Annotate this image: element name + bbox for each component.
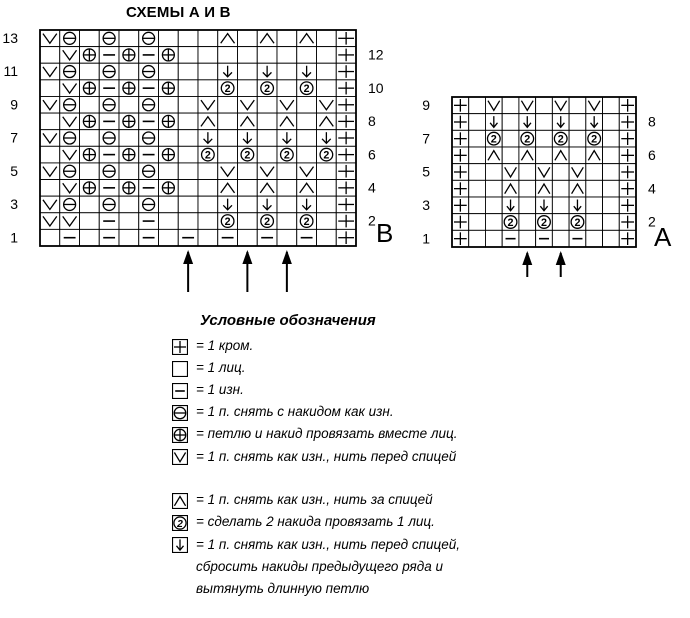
row-number-right: 8 xyxy=(648,113,656,130)
arrow-marker xyxy=(556,251,566,277)
legend-title: Условные обозначения xyxy=(200,312,376,329)
stitch-edge-stitch xyxy=(619,147,636,164)
stitch-knit-stitch xyxy=(552,214,569,231)
stitch-edge-stitch xyxy=(452,97,469,114)
svg-text:2: 2 xyxy=(540,216,548,229)
stitch-knit-stitch xyxy=(603,130,620,147)
stitch-knit-stitch xyxy=(536,147,553,164)
stitch-slip-yarn-front xyxy=(552,97,569,114)
stitch-knit-stitch xyxy=(485,164,502,181)
svg-text:2: 2 xyxy=(224,83,231,96)
stitch-knit-stitch xyxy=(485,197,502,214)
row-number-left: 5 xyxy=(422,163,430,180)
svg-text:2: 2 xyxy=(204,149,211,162)
legend-text: = 1 п. снять как изн., нить перед спицей xyxy=(196,449,457,464)
stitch-slip-yarn-back xyxy=(569,180,586,197)
stitch-knit-stitch xyxy=(603,230,620,247)
stitch-double-yarn-over xyxy=(519,130,536,147)
stitch-knit-stitch xyxy=(603,180,620,197)
stitch-slip-yarn-back xyxy=(552,147,569,164)
stitch-edge-stitch xyxy=(452,197,469,214)
stitch-knit-stitch xyxy=(469,197,486,214)
stitch-purl-stitch xyxy=(502,230,519,247)
stitch-drop-and-elongate xyxy=(502,197,519,214)
svg-text:2: 2 xyxy=(574,216,581,229)
stitch-double-yarn-over xyxy=(586,130,603,147)
stitch-edge-stitch xyxy=(619,97,636,114)
stitch-knit-stitch xyxy=(552,180,569,197)
stitch-slip-yarn-front xyxy=(519,97,536,114)
stitch-knit-stitch xyxy=(603,97,620,114)
stitch-edge-stitch xyxy=(452,130,469,147)
stitch-knit-stitch xyxy=(586,214,603,231)
row-number-right: 6 xyxy=(648,147,656,163)
row-number-left: 9 xyxy=(10,96,18,113)
legend-rows xyxy=(160,336,680,600)
stitch-knit-stitch xyxy=(586,180,603,197)
legend-text: = 1 п. снять как изн., нить за спицей xyxy=(196,492,433,507)
stitch-knit-stitch xyxy=(569,97,586,114)
legend-text: = 1 п. снять с накидом как изн. xyxy=(196,404,394,419)
stitch-double-yarn-over xyxy=(552,130,569,147)
legend-symbol-slip-yarn-front xyxy=(172,449,188,465)
chart-a-grid xyxy=(0,0,690,300)
row-number-right: 2 xyxy=(368,212,376,229)
stitch-edge-stitch xyxy=(619,214,636,231)
row-number-right: 2 xyxy=(648,213,656,230)
row-number-left: 9 xyxy=(422,97,430,113)
legend-text: = сделать 2 накида провязать 1 лиц. xyxy=(196,514,435,529)
stitch-edge-stitch xyxy=(452,164,469,181)
stitch-drop-and-elongate xyxy=(586,114,603,131)
row-number-right: 4 xyxy=(368,179,376,196)
stitch-slip-yarn-front xyxy=(502,164,519,181)
stitch-edge-stitch xyxy=(452,230,469,247)
legend-symbol-drop-and-elongate xyxy=(172,537,188,553)
stitch-knit-stitch xyxy=(603,214,620,231)
stitch-knit-stitch xyxy=(469,230,486,247)
row-number-left: 11 xyxy=(3,63,18,80)
legend-item xyxy=(160,490,680,512)
legend-symbol-double-yarn-over xyxy=(172,515,188,531)
charts-title: СХЕМЫ А И В xyxy=(126,4,231,21)
legend-text: = 1 лиц. xyxy=(196,360,246,375)
stitch-knit-stitch xyxy=(469,180,486,197)
row-number-right: 12 xyxy=(368,46,384,63)
svg-text:2: 2 xyxy=(283,149,290,162)
stitch-slip-yarn-back xyxy=(586,147,603,164)
stitch-slip-yarn-back xyxy=(502,180,519,197)
svg-text:2: 2 xyxy=(177,518,183,530)
svg-text:2: 2 xyxy=(524,133,531,146)
legend-text: = 1 п. снять как изн., нить перед спицей, сбросить накиды предыдущего ряда и вытянуть длинную петлю xyxy=(196,537,461,596)
stitch-drop-and-elongate xyxy=(552,114,569,131)
stitch-knit-stitch xyxy=(569,114,586,131)
legend-symbol-slip-yarn-back xyxy=(172,493,188,509)
stitch-slip-yarn-front xyxy=(586,97,603,114)
legend-symbol-purl-stitch xyxy=(172,383,188,399)
row-number-left: 3 xyxy=(422,197,430,213)
svg-text:2: 2 xyxy=(303,83,310,96)
stitch-slip-yarn-back xyxy=(536,180,553,197)
row-number-right: 6 xyxy=(368,146,376,163)
svg-text:2: 2 xyxy=(490,133,497,146)
stitch-knit-stitch xyxy=(469,130,486,147)
stitch-knit-stitch xyxy=(603,197,620,214)
stitch-edge-stitch xyxy=(619,180,636,197)
stitch-knit-stitch xyxy=(586,164,603,181)
row-number-left: 3 xyxy=(10,196,18,213)
stitch-knit-stitch xyxy=(519,180,536,197)
stitch-knit-stitch xyxy=(586,197,603,214)
svg-text:2: 2 xyxy=(264,83,271,96)
stitch-slip-yarn-front xyxy=(485,97,502,114)
stitch-double-yarn-over xyxy=(569,214,586,231)
legend-item xyxy=(160,402,680,424)
stitch-knit-stitch xyxy=(485,214,502,231)
legend-item xyxy=(160,336,680,358)
stitch-knit-stitch xyxy=(536,130,553,147)
stitch-edge-stitch xyxy=(619,114,636,131)
svg-text:2: 2 xyxy=(303,215,310,228)
stitch-knit-stitch xyxy=(469,114,486,131)
legend-item xyxy=(160,446,680,490)
stitch-slip-yarn-front xyxy=(569,164,586,181)
stitch-drop-and-elongate xyxy=(569,197,586,214)
legend-text: = 1 кром. xyxy=(196,338,254,353)
stitch-knit-stitch xyxy=(569,147,586,164)
svg-text:2: 2 xyxy=(244,149,251,162)
stitch-knit-stitch xyxy=(469,97,486,114)
legend-item xyxy=(160,424,680,446)
svg-text:2: 2 xyxy=(507,216,514,229)
stitch-knit-stitch xyxy=(519,214,536,231)
stitch-edge-stitch xyxy=(619,130,636,147)
stitch-double-yarn-over xyxy=(502,214,519,231)
stitch-slip-yarn-back xyxy=(519,147,536,164)
row-number-right: 8 xyxy=(368,113,376,130)
stitch-knit-stitch xyxy=(603,164,620,181)
row-number-left: 5 xyxy=(10,162,18,179)
legend-item xyxy=(160,380,680,402)
svg-text:2: 2 xyxy=(557,133,564,146)
row-number-left: 13 xyxy=(2,29,18,46)
chart-a-label: A xyxy=(654,222,672,252)
stitch-edge-stitch xyxy=(619,197,636,214)
stitch-knit-stitch xyxy=(502,114,519,131)
stitch-knit-stitch xyxy=(536,114,553,131)
stitch-knit-stitch xyxy=(485,230,502,247)
legend-item xyxy=(160,534,680,600)
legend-symbol-edge-stitch xyxy=(172,339,188,355)
stitch-edge-stitch xyxy=(452,180,469,197)
stitch-knit-stitch xyxy=(469,214,486,231)
legend-text: = петлю и накид провязать вместе лиц. xyxy=(196,426,458,441)
legend-item xyxy=(160,358,680,380)
stitch-knit-stitch xyxy=(603,114,620,131)
svg-text:2: 2 xyxy=(264,215,271,228)
stitch-knit-stitch xyxy=(519,164,536,181)
stitch-knit-stitch xyxy=(502,130,519,147)
row-number-left: 7 xyxy=(422,130,430,147)
stitch-knit-stitch xyxy=(552,230,569,247)
legend-symbol-knit-together-with-yarn-over xyxy=(172,427,188,443)
stitch-knit-stitch xyxy=(569,130,586,147)
stitch-knit-stitch xyxy=(519,197,536,214)
row-number-right: 4 xyxy=(648,180,656,197)
stitch-knit-stitch xyxy=(536,97,553,114)
stitch-drop-and-elongate xyxy=(519,114,536,131)
legend-item xyxy=(160,512,680,534)
stitch-knit-stitch xyxy=(485,180,502,197)
stitch-purl-stitch xyxy=(536,230,553,247)
stitch-edge-stitch xyxy=(452,114,469,131)
stitch-double-yarn-over xyxy=(485,130,502,147)
stitch-purl-stitch xyxy=(569,230,586,247)
stitch-edge-stitch xyxy=(619,230,636,247)
svg-text:2: 2 xyxy=(224,215,231,228)
stitch-edge-stitch xyxy=(619,164,636,181)
stitch-slip-yarn-back xyxy=(485,147,502,164)
stitch-drop-and-elongate xyxy=(536,197,553,214)
stitch-edge-stitch xyxy=(452,147,469,164)
stitch-double-yarn-over xyxy=(536,214,553,231)
stitch-knit-stitch xyxy=(552,164,569,181)
svg-text:2: 2 xyxy=(323,149,330,162)
stitch-knit-stitch xyxy=(469,147,486,164)
legend-symbol-knit-stitch xyxy=(172,361,188,377)
stitch-knit-stitch xyxy=(519,230,536,247)
legend xyxy=(160,312,680,600)
legend-symbol-slip-with-yarn-over xyxy=(172,405,188,421)
row-number-left: 7 xyxy=(10,129,18,146)
stitch-edge-stitch xyxy=(452,214,469,231)
stitch-knit-stitch xyxy=(552,197,569,214)
legend-text: = 1 изн. xyxy=(196,382,244,397)
stitch-drop-and-elongate xyxy=(485,114,502,131)
stitch-knit-stitch xyxy=(502,97,519,114)
stitch-slip-yarn-front xyxy=(536,164,553,181)
stitch-knit-stitch xyxy=(603,147,620,164)
stitch-knit-stitch xyxy=(586,230,603,247)
stitch-knit-stitch xyxy=(469,164,486,181)
row-number-right: 10 xyxy=(368,79,384,96)
row-number-left: 1 xyxy=(422,230,430,247)
stitch-knit-stitch xyxy=(502,147,519,164)
svg-text:2: 2 xyxy=(591,133,598,146)
chart-b-label: B xyxy=(376,218,394,248)
row-number-left: 1 xyxy=(10,229,18,246)
arrow-marker xyxy=(522,251,532,277)
